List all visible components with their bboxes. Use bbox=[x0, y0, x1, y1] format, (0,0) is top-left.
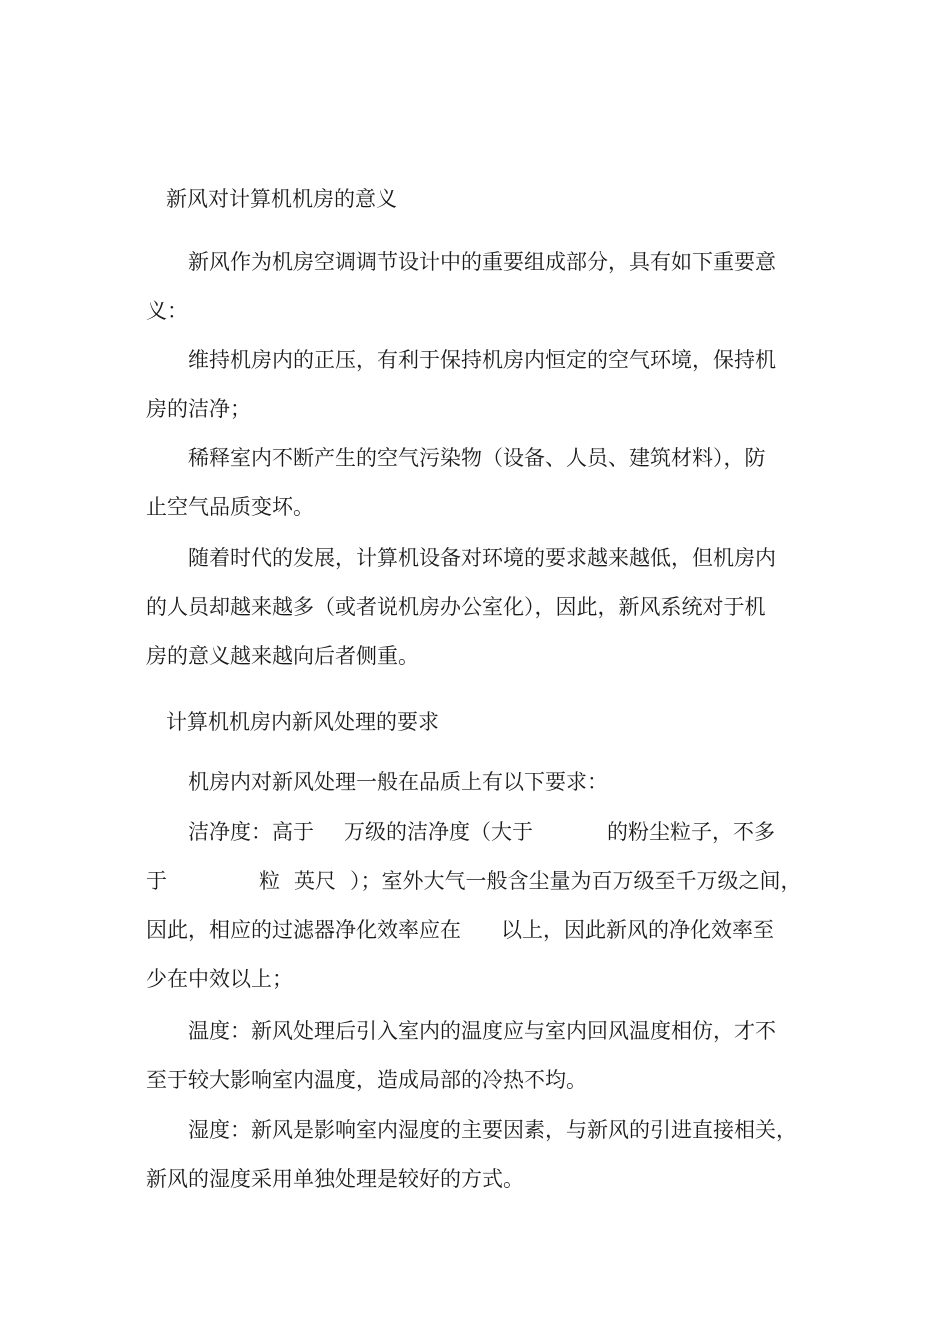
cleanliness-text: 因此，相应的过滤器净化效率应在 bbox=[146, 918, 461, 942]
paragraph-line: 房的意义越来越向后者侧重。 bbox=[146, 644, 419, 668]
paragraph-requirements-intro bbox=[146, 758, 808, 807]
cleanliness-text: 万级的洁净度（大于 bbox=[344, 820, 533, 844]
paragraph-line: 新风作为机房空调调节设计中的重要组成部分，具有如下重要意 bbox=[188, 250, 776, 274]
paragraph-line bbox=[146, 906, 808, 955]
paragraph-dilution bbox=[146, 434, 808, 532]
cleanliness-text: 洁净度：高于 bbox=[188, 820, 314, 844]
section-heading-significance: 新风对计算机机房的意义 bbox=[166, 187, 397, 211]
section-heading-requirements: 计算机机房内新风处理的要求 bbox=[166, 710, 439, 734]
paragraph-positive-pressure bbox=[146, 336, 808, 434]
paragraph-line: 新风的湿度采用单独处理是较好的方式。 bbox=[146, 1167, 524, 1191]
paragraph-line bbox=[146, 857, 808, 906]
cleanliness-text: 英尺 bbox=[294, 869, 336, 893]
paragraph-line: 湿度：新风是影响室内湿度的主要因素，与新风的引进直接相关， bbox=[188, 1118, 797, 1142]
paragraph-trend bbox=[146, 534, 808, 681]
cleanliness-text: 粒 bbox=[259, 869, 280, 893]
paragraph-temperature bbox=[146, 1007, 808, 1105]
paragraph-line: 至于较大影响室内温度，造成局部的冷热不均。 bbox=[146, 1068, 587, 1092]
paragraph-line: 的人员却越来越多（或者说机房办公室化），因此，新风系统对于机 bbox=[146, 595, 766, 619]
cleanliness-text: 以上，因此新风的净化效率至 bbox=[501, 918, 774, 942]
paragraph-line: 少在中效以上； bbox=[146, 967, 293, 991]
paragraph-intro bbox=[146, 238, 808, 336]
paragraph-cleanliness bbox=[146, 808, 808, 1004]
paragraph-line: 随着时代的发展，计算机设备对环境的要求越来越低，但机房内 bbox=[188, 546, 776, 570]
paragraph-line: 义： bbox=[146, 299, 188, 323]
paragraph-line: 止空气品质变坏。 bbox=[146, 495, 314, 519]
paragraph-line: 机房内对新风处理一般在品质上有以下要求： bbox=[188, 770, 608, 794]
paragraph-line bbox=[146, 808, 808, 857]
cleanliness-text: 于 bbox=[146, 869, 167, 893]
paragraph-line: 房的洁净； bbox=[146, 397, 251, 421]
cleanliness-text: ）；室外大气一般含尘量为百万级至千万级之间， bbox=[350, 869, 802, 893]
cleanliness-text: 的粉尘粒子，不多 bbox=[607, 820, 775, 844]
paragraph-humidity bbox=[146, 1106, 808, 1204]
paragraph-line: 维持机房内的正压，有利于保持机房内恒定的空气环境，保持机 bbox=[188, 348, 776, 372]
paragraph-line: 稀释室内不断产生的空气污染物（设备、人员、建筑材料），防 bbox=[188, 446, 766, 470]
paragraph-line: 温度：新风处理后引入室内的温度应与室内回风温度相仿，才不 bbox=[188, 1019, 776, 1043]
